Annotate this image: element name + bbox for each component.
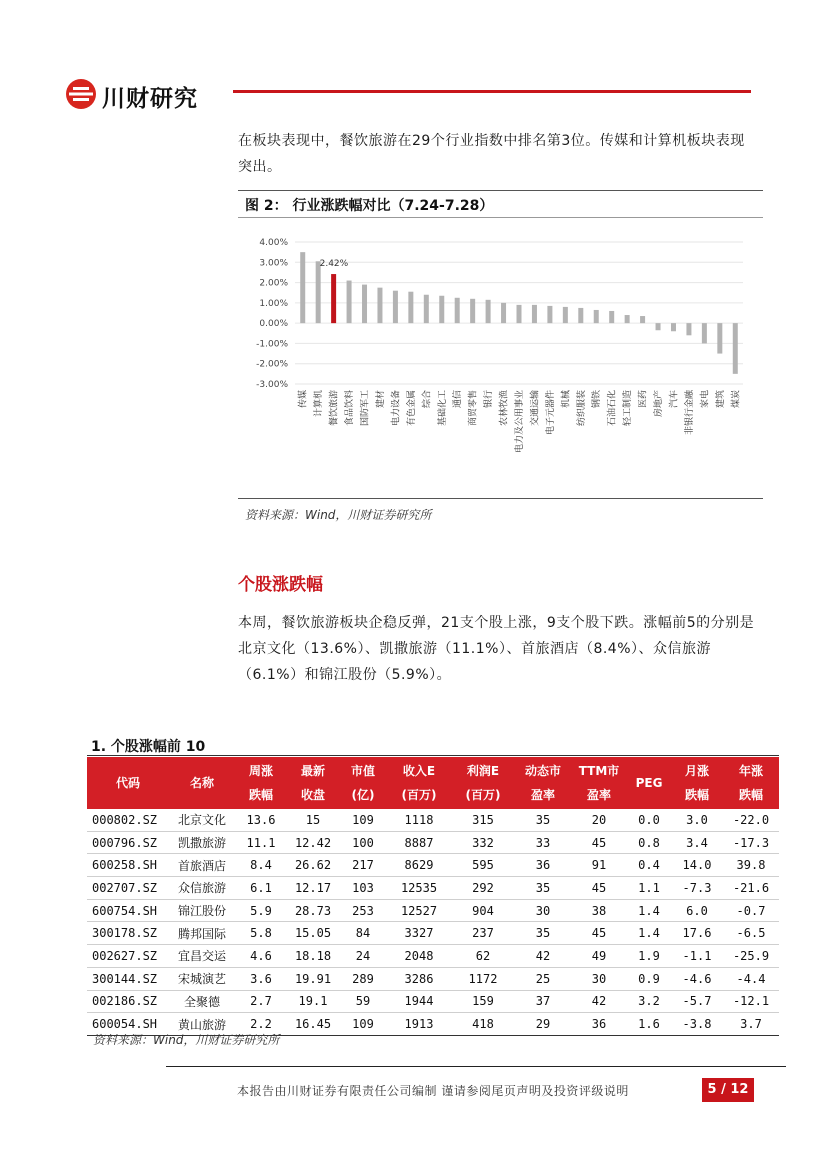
intro-paragraph: 在板块表现中，餐饮旅游在29个行业指数中排名第3位。传媒和计算机板块表现突出。 — [238, 133, 745, 175]
chart-y-axis — [256, 238, 288, 390]
logo-mark-icon — [66, 79, 96, 109]
table-cell: 11.1 — [246, 835, 276, 850]
table-cell: 904 — [472, 903, 494, 918]
table-header-cell — [671, 757, 723, 809]
footer-rule — [166, 1066, 786, 1067]
table-row — [87, 967, 779, 990]
table-cell: -1.1 — [682, 948, 712, 963]
table-header-cell — [627, 757, 671, 809]
table-cell: 38 — [591, 903, 607, 918]
table-header-text: 收入E — [402, 764, 436, 778]
bar-4 — [362, 285, 367, 324]
table-cell: 1118 — [404, 812, 434, 827]
table-header-cell — [451, 757, 515, 809]
bar-14 — [517, 305, 522, 323]
table-cell: -6.5 — [736, 926, 766, 941]
table-cell: 3.0 — [686, 812, 708, 827]
table-cell: 332 — [472, 835, 494, 850]
stock-name-cell: 腾邦国际 — [177, 926, 226, 941]
stock-name-cell: 锦江股份 — [177, 904, 226, 919]
table-cell: -7.3 — [682, 880, 712, 895]
bar-7 — [408, 292, 413, 323]
table-cell: -21.6 — [732, 880, 770, 895]
x-tick-label: 计算机 — [314, 390, 325, 418]
table-header-cell — [571, 757, 627, 809]
table-cell: 30 — [591, 971, 607, 986]
figure-bottom-rule — [238, 498, 763, 499]
stock-name-cell: 凯撒旅游 — [177, 836, 226, 851]
bar-28 — [733, 323, 738, 374]
bar-11 — [470, 299, 475, 323]
table-cell: 109 — [352, 1017, 374, 1032]
table-cell: 28.73 — [294, 903, 332, 918]
bar-5 — [377, 288, 382, 324]
section-title: 个股涨跌幅 — [238, 575, 323, 595]
bar-8 — [424, 295, 429, 323]
table-header-text: 最新 — [300, 764, 325, 778]
table-cell: 17.6 — [682, 926, 712, 941]
top-gainers-table — [87, 757, 779, 1036]
table-cell: 30 — [535, 903, 551, 918]
footer-disclaimer: 本报告由川财证券有限责任公司编制 谨请参阅尾页声明及投资评级说明 — [237, 1084, 629, 1098]
table-cell: 5.9 — [250, 903, 272, 918]
figure-title: 图 2： 行业涨跌幅对比（7.24-7.28） — [245, 198, 494, 214]
table-cell: 19.1 — [298, 994, 328, 1009]
bar-23 — [656, 323, 661, 330]
table-cell: 45 — [591, 880, 607, 895]
page-number: 5 / 12 — [702, 1078, 754, 1102]
bar-25 — [686, 323, 691, 335]
table-cell: 12.42 — [294, 835, 332, 850]
table-header-text: (亿) — [351, 788, 375, 802]
table-cell: 62 — [475, 948, 491, 963]
table-header-text: 年涨 — [738, 764, 763, 778]
table-cell: 24 — [355, 948, 371, 963]
table-header-text: 盈率 — [530, 788, 555, 802]
table-cell: 84 — [355, 926, 371, 941]
table-cell: 16.45 — [294, 1017, 332, 1032]
table-cell: 217 — [352, 858, 374, 873]
bar-15 — [532, 305, 537, 323]
table-cell: 33 — [535, 835, 551, 850]
table-cell: -3.8 — [682, 1017, 712, 1032]
table-header-text: 周涨 — [248, 764, 273, 778]
table-header-text: 跌幅 — [684, 788, 709, 802]
table-cell: 3.7 — [740, 1017, 762, 1032]
table-cell: 1172 — [468, 971, 498, 986]
x-tick-label: 商贸零售 — [468, 390, 479, 427]
table-cell: 25 — [535, 971, 551, 986]
table-cell: 3.4 — [686, 835, 708, 850]
table-cell: 36 — [591, 1017, 607, 1032]
table-header-cell — [339, 757, 387, 809]
stock-name-cell: 宋城演艺 — [177, 972, 226, 987]
table-cell: 36 — [535, 858, 551, 873]
table-cell: 1944 — [404, 994, 434, 1009]
stock-code-cell: 002707.SZ — [92, 880, 158, 895]
bar-12 — [486, 300, 491, 323]
table-source: 资料来源：Wind，川财证券研究所 — [93, 1033, 280, 1047]
table-cell: 19.91 — [294, 971, 332, 986]
table-cell: 2.2 — [250, 1017, 272, 1032]
table-cell: 91 — [591, 858, 607, 873]
x-tick-label: 传媒 — [298, 390, 309, 409]
section-paragraph: 本周，餐饮旅游板块企稳反弹，21支个股上涨，9支个股下跌。涨幅前5的分别是北京文化（13.6%）、凯撒旅游（11.1%）、首旅酒店（8.4%）、众信旅游（6.1%）和锦江股份（5.9%）。 — [238, 615, 755, 683]
table-cell: 0.9 — [638, 971, 660, 986]
industry-change-chart — [238, 222, 763, 494]
table-cell: 15.05 — [294, 926, 332, 941]
table-cell: 103 — [352, 880, 374, 895]
stock-name-cell: 全聚德 — [183, 994, 220, 1009]
x-tick-label: 医药 — [638, 390, 649, 409]
table-cell: 253 — [352, 903, 374, 918]
table-row — [87, 831, 779, 854]
table-cell: 0.0 — [638, 812, 660, 827]
table-cell: 3327 — [404, 926, 434, 941]
table-row — [87, 945, 779, 968]
table-cell: 12.17 — [294, 880, 332, 895]
table-cell: 45 — [591, 835, 607, 850]
x-tick-label: 有色金属 — [406, 390, 417, 427]
table-cell: 59 — [355, 994, 371, 1009]
x-tick-label: 银行 — [484, 390, 495, 409]
table-header-text: 月涨 — [684, 764, 709, 778]
y-tick-label: 2.00% — [259, 278, 288, 289]
company-logo — [66, 79, 96, 109]
table-header-text: 市值 — [350, 764, 375, 778]
table-cell: 20 — [591, 812, 607, 827]
x-tick-label: 餐饮旅游 — [329, 390, 340, 427]
table-cell: 3.6 — [250, 971, 272, 986]
stock-name-cell: 黄山旅游 — [177, 1017, 226, 1032]
table-cell: 1.4 — [638, 903, 660, 918]
table-header-cell — [169, 757, 235, 809]
table-cell: -4.6 — [682, 971, 712, 986]
stock-code-cell: 600258.SH — [92, 858, 158, 873]
table-header-cell — [287, 757, 339, 809]
table-cell: -22.0 — [732, 812, 770, 827]
table-cell: -4.4 — [736, 971, 766, 986]
stock-code-cell: 600054.SH — [92, 1017, 158, 1032]
y-tick-label: 1.00% — [259, 298, 288, 309]
table-cell: 595 — [472, 858, 494, 873]
table-header-text: 动态市 — [524, 764, 561, 778]
x-tick-label: 电子元器件 — [545, 390, 556, 436]
table-cell: 37 — [535, 994, 551, 1009]
table-cell: 39.8 — [736, 858, 766, 873]
table-cell: 26.62 — [294, 858, 332, 873]
table-row — [87, 854, 779, 877]
table-cell: 109 — [352, 812, 374, 827]
x-tick-label: 电力及公用事业 — [515, 390, 525, 454]
table-cell: 289 — [352, 971, 374, 986]
x-tick-label: 建筑 — [715, 390, 726, 409]
table-header-cell — [235, 757, 287, 809]
stock-name-cell: 众信旅游 — [177, 881, 226, 896]
table-header-text: TTM市 — [578, 764, 620, 778]
table-cell: 6.0 — [686, 903, 708, 918]
table-row — [87, 809, 779, 831]
table-header-cell — [87, 757, 169, 809]
table-cell: -5.7 — [682, 994, 712, 1009]
x-tick-label: 石油石化 — [607, 390, 618, 427]
bar-21 — [625, 315, 630, 323]
table-cell: 418 — [472, 1017, 494, 1032]
table-cell: 45 — [591, 926, 607, 941]
figure-source: 资料来源：Wind，川财证券研究所 — [245, 508, 432, 522]
bar-24 — [671, 323, 676, 331]
table-cell: 3.2 — [638, 994, 660, 1009]
bar-1 — [316, 261, 321, 323]
table-header-text: 跌幅 — [248, 788, 273, 802]
bar-10 — [455, 298, 460, 323]
y-tick-label: 3.00% — [259, 258, 288, 269]
table-cell: 1913 — [404, 1017, 434, 1032]
bar-27 — [717, 323, 722, 353]
x-tick-label: 轻工制造 — [623, 390, 634, 427]
table-cell: 1.1 — [638, 880, 660, 895]
table-cell: 18.18 — [294, 948, 332, 963]
table-cell: 8.4 — [250, 858, 272, 873]
y-tick-label: -3.00% — [256, 380, 288, 390]
bar-13 — [501, 303, 506, 323]
table-row — [87, 922, 779, 945]
table-header-text: 跌幅 — [738, 788, 763, 802]
highlight-data-label: 2.42% — [319, 259, 349, 270]
table-cell: 35 — [535, 812, 551, 827]
bar-9 — [439, 296, 444, 323]
x-tick-label: 电力设备 — [391, 390, 402, 427]
stock-name-cell: 北京文化 — [177, 813, 226, 828]
table-cell: -12.1 — [732, 994, 770, 1009]
table-header-text: 名称 — [189, 776, 214, 790]
table-header-cell — [515, 757, 571, 809]
x-tick-label: 基础化工 — [437, 390, 448, 427]
table-header-row — [87, 757, 779, 809]
brand-name: 川财研究 — [102, 86, 198, 112]
bar-22 — [640, 316, 645, 323]
y-tick-label: 0.00% — [259, 319, 288, 330]
table-cell: -17.3 — [732, 835, 770, 850]
table-header-text: (百万) — [465, 788, 501, 802]
table-cell: 159 — [472, 994, 494, 1009]
table-header-text: PEG — [635, 776, 663, 790]
x-tick-label: 非银行金融 — [684, 390, 695, 436]
x-tick-label: 钢铁 — [592, 390, 603, 409]
table-cell: 1.6 — [638, 1017, 660, 1032]
stock-code-cell: 300144.SZ — [92, 971, 158, 986]
table-header-text: 利润E — [466, 764, 500, 778]
table-cell: 3286 — [404, 971, 434, 986]
table-cell: 12527 — [400, 903, 438, 918]
x-tick-label: 煤炭 — [731, 390, 742, 409]
stock-code-cell: 002627.SZ — [92, 948, 158, 963]
table-cell: 14.0 — [682, 858, 712, 873]
table-cell: 8887 — [404, 835, 434, 850]
bar-20 — [609, 311, 614, 323]
table-cell: 6.1 — [250, 880, 272, 895]
table-title: 1. 个股涨幅前 10 — [91, 739, 206, 755]
table-cell: 5.8 — [250, 926, 272, 941]
stock-name-cell: 宜昌交运 — [177, 949, 226, 964]
stock-code-cell: 600754.SH — [92, 903, 158, 918]
table-cell: 8629 — [404, 858, 434, 873]
chart-bars — [300, 252, 738, 374]
table-header-cell — [723, 757, 779, 809]
bar-2 — [331, 274, 336, 323]
x-tick-label: 家电 — [700, 390, 711, 409]
table-cell: 2048 — [404, 948, 434, 963]
bar-3 — [347, 281, 352, 324]
bar-0 — [300, 252, 305, 323]
table-cell: 35 — [535, 926, 551, 941]
bar-26 — [702, 323, 707, 343]
x-tick-label: 汽车 — [669, 390, 680, 409]
y-tick-label: -1.00% — [256, 339, 288, 350]
x-tick-label: 机械 — [561, 390, 572, 409]
bar-17 — [563, 307, 568, 323]
table-cell: 237 — [472, 926, 494, 941]
x-tick-label: 农林牧渔 — [499, 390, 510, 427]
table-cell: 29 — [535, 1017, 551, 1032]
table-cell: 2.7 — [250, 994, 272, 1009]
x-tick-label: 国防军工 — [360, 390, 371, 427]
x-tick-label: 综合 — [422, 390, 433, 409]
bar-18 — [578, 308, 583, 323]
stock-code-cell: 000796.SZ — [92, 835, 158, 850]
table-row — [87, 899, 779, 922]
table-cell: 13.6 — [246, 812, 276, 827]
chart-x-axis — [297, 389, 742, 453]
table-row — [87, 877, 779, 900]
table-header-cell — [387, 757, 451, 809]
header-rule — [233, 90, 751, 93]
table-cell: 1.9 — [638, 948, 660, 963]
stock-name-cell: 首旅酒店 — [177, 858, 226, 873]
table-cell: 1.4 — [638, 926, 660, 941]
stock-code-cell: 000802.SZ — [92, 812, 158, 827]
table-cell: 42 — [535, 948, 551, 963]
table-top-rule — [87, 755, 779, 756]
x-tick-label: 交通运输 — [530, 390, 541, 427]
stock-code-cell: 300178.SZ — [92, 926, 158, 941]
y-tick-label: -2.00% — [256, 359, 288, 370]
x-tick-label: 通信 — [453, 390, 464, 409]
table-cell: 15 — [305, 812, 321, 827]
table-cell: 42 — [591, 994, 607, 1009]
x-tick-label: 纺织服装 — [576, 390, 587, 427]
x-tick-label: 建材 — [375, 390, 386, 409]
table-header-text: 收盘 — [300, 788, 325, 802]
y-tick-label: 4.00% — [259, 238, 288, 248]
bar-16 — [547, 306, 552, 323]
table-cell: 0.4 — [638, 858, 660, 873]
table-header-text: 盈率 — [586, 788, 611, 802]
table-header-text: (百万) — [401, 788, 437, 802]
table-body — [87, 809, 779, 1035]
table-cell: 12535 — [400, 880, 438, 895]
table-cell: 315 — [472, 812, 494, 827]
stock-code-cell: 002186.SZ — [92, 994, 158, 1009]
x-tick-label: 食品饮料 — [345, 390, 356, 427]
table-header-text: 代码 — [115, 776, 140, 790]
bar-6 — [393, 291, 398, 323]
table-cell: -25.9 — [732, 948, 770, 963]
x-tick-label: 房地产 — [654, 390, 665, 418]
table-cell: 4.6 — [250, 948, 272, 963]
table-cell: 49 — [591, 948, 607, 963]
bar-19 — [594, 310, 599, 323]
table-cell: 100 — [352, 835, 374, 850]
table-cell: -0.7 — [736, 903, 766, 918]
table-row — [87, 990, 779, 1013]
table-cell: 0.8 — [638, 835, 660, 850]
table-cell: 35 — [535, 880, 551, 895]
table-cell: 292 — [472, 880, 494, 895]
